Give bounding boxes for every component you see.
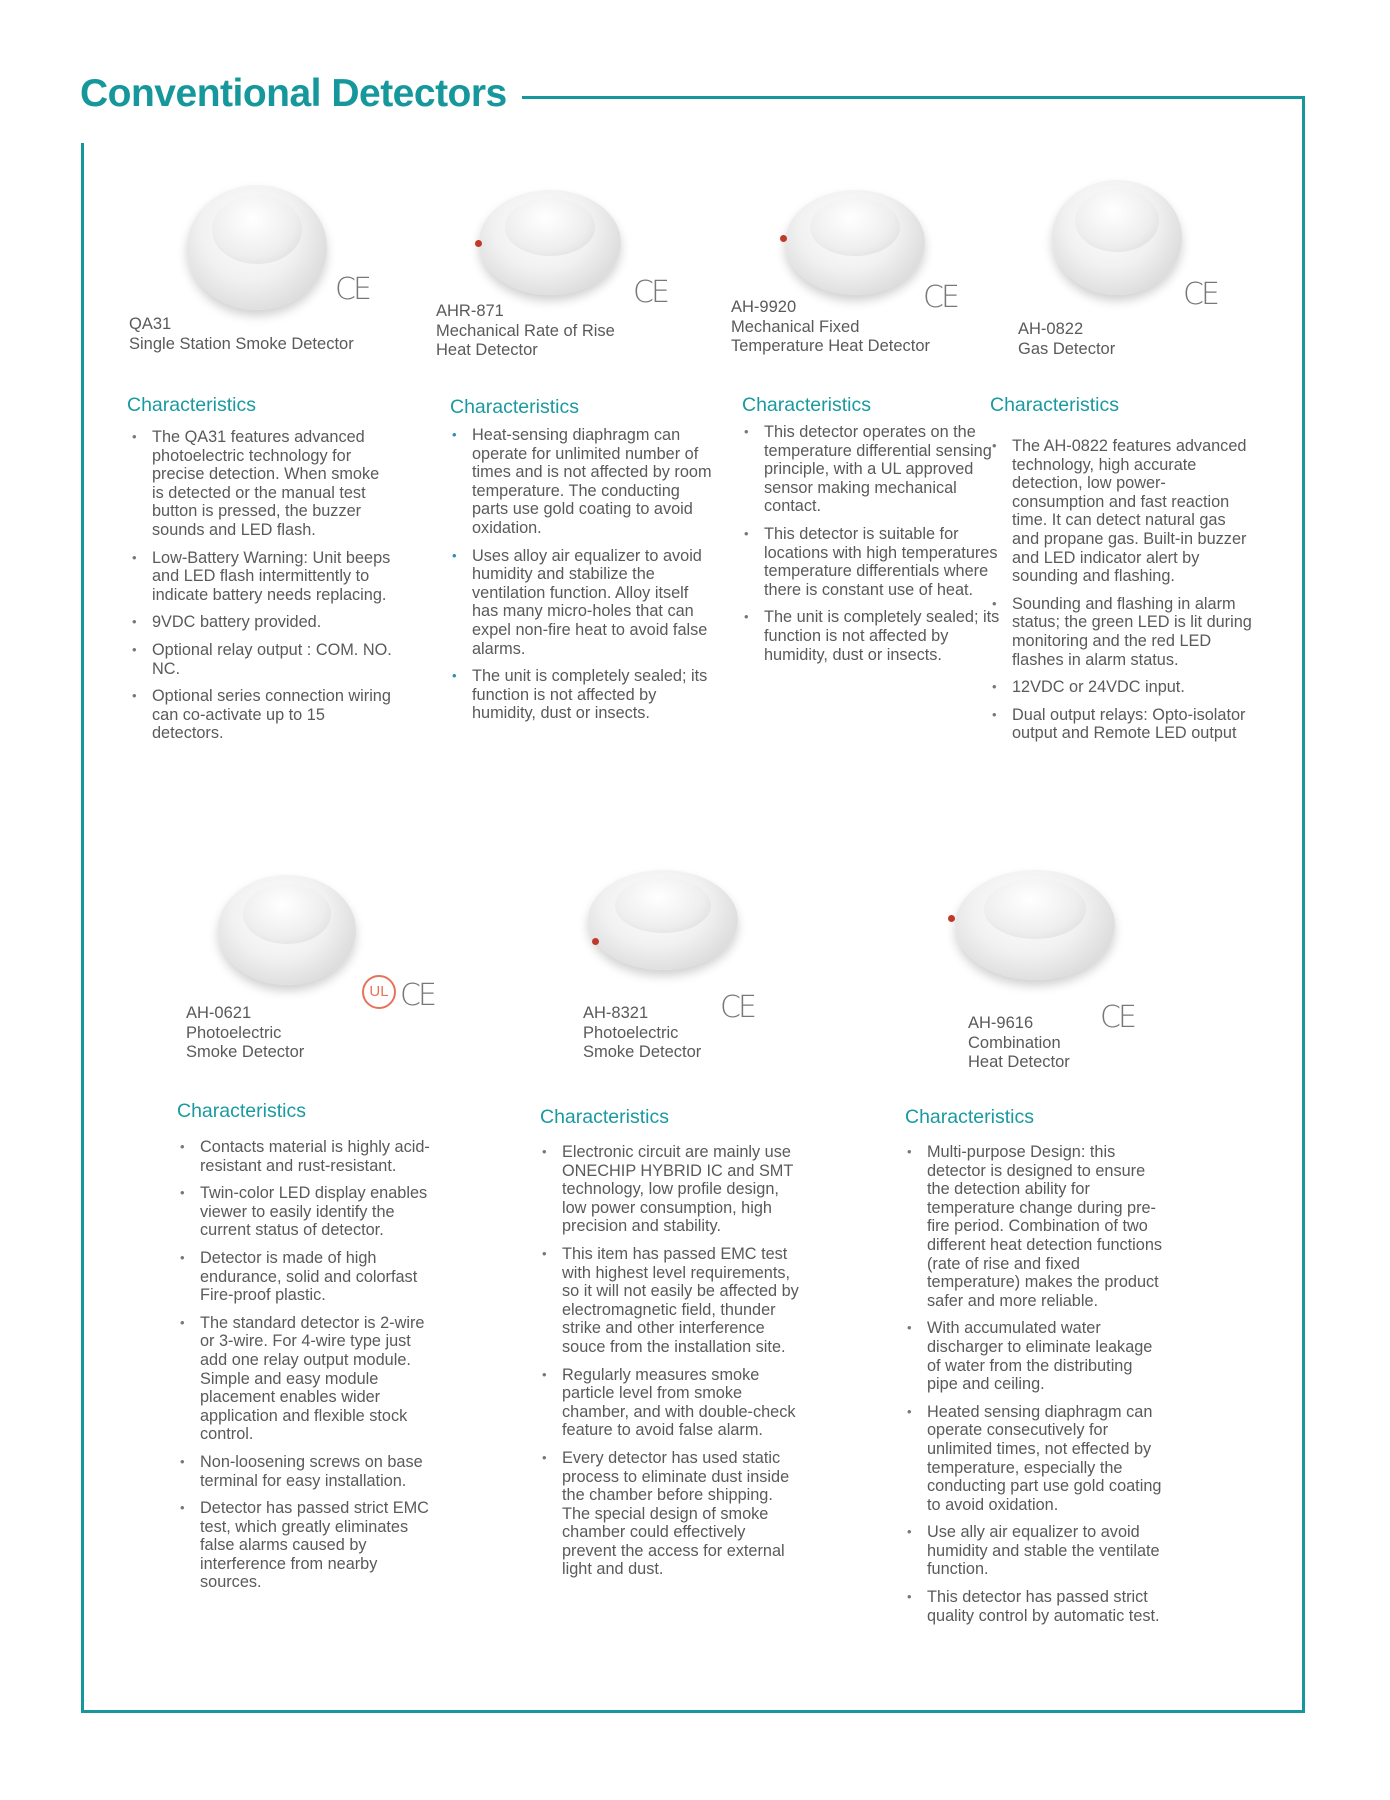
product-label	[731, 298, 930, 357]
product-name: Smoke Detector	[186, 1043, 305, 1061]
characteristics-heading: Characteristics	[905, 1106, 1034, 1128]
list-item: • Every detector has used static process to eliminate dust inside the chamber before shipping. The special design of smoke chamber could effectively prevent the access for external light and dust.	[540, 1449, 802, 1579]
product-name: Mechanical Fixed	[731, 317, 860, 336]
list-item: • This detector has passed strict quality control by automatic test.	[905, 1588, 1167, 1625]
characteristics-list	[540, 1143, 802, 1588]
list-item: • Uses alloy air equalizer to avoid humidity and stabilize the ventilation function. Alloy itself has many micro-holes that can expel non-fire heat to avoid false alarms.	[450, 547, 712, 659]
list-item: • Low-Battery Warning: Unit beeps and LED flash intermittently to indicate battery needs replacing.	[130, 549, 392, 605]
product-label	[436, 302, 615, 361]
list-item: • Multi-purpose Design: this detector is designed to ensure the detection ability for temperature change during pre-fire period. Combination of two different heat detection functions (rate of rise and fixed temperature) makes the product safer and more reliable.	[905, 1143, 1167, 1310]
led-indicator	[475, 240, 482, 247]
list-item: • Regularly measures smoke particle level from smoke chamber, and with double-check feature to avoid false alarm.	[540, 1366, 802, 1440]
ce-mark-icon: CE	[1183, 277, 1217, 312]
characteristics-heading: Characteristics	[450, 396, 579, 418]
list-item: • Non-loosening screws on base terminal for easy installation.	[178, 1453, 440, 1490]
detector-image	[187, 185, 327, 310]
product-name: Smoke Detector	[583, 1043, 702, 1061]
list-item: • This item has passed EMC test with highest level requirements, so it will not easily be affected by electromagnetic field, thunder strike and other interference souce from the installation site.	[540, 1245, 802, 1357]
detector-dome	[243, 884, 331, 945]
characteristics-heading: Characteristics	[990, 394, 1119, 416]
characteristics-list	[905, 1143, 1167, 1634]
product-model: AH-9616	[968, 1014, 1034, 1032]
list-item: • Heated sensing diaphragm can operate consecutively for unlimited times, not effected by temperature, especially the conducting part use gold coating to avoid oxidation.	[905, 1403, 1167, 1515]
list-item: • The standard detector is 2-wire or 3-wire. For 4-wire type just add one relay output module. Simple and easy module placement enables wider application and flexible stock control.	[178, 1314, 440, 1444]
detector-dome	[212, 195, 302, 264]
product-label	[968, 1014, 1070, 1073]
ce-mark-icon: CE	[633, 275, 667, 310]
detector-image	[218, 875, 356, 985]
frame-border-bottom	[81, 1710, 1305, 1713]
characteristics-heading: Characteristics	[127, 394, 256, 416]
list-item: • Contacts material is highly acid-resistant and rust-resistant.	[178, 1138, 440, 1175]
detector-image	[1052, 180, 1182, 295]
led-indicator	[780, 235, 787, 242]
list-item: • Electronic circuit are mainly use ONECHIP HYBRID IC and SMT technology, low profile design, low power consumption, high precision and stability.	[540, 1143, 802, 1236]
list-item: • The QA31 features advanced photoelectric technology for precise detection. When smoke is detected or the manual test button is pressed, the buzzer sounds and LED flash.	[130, 428, 392, 540]
list-item: • This detector is suitable for locations with high temperatures temperature differentials where there is constant use of heat.	[742, 525, 1004, 599]
product-model: QA31	[129, 315, 172, 333]
list-item: • This detector operates on the temperature differential sensing principle, with a UL approved sensor making mechanical contact.	[742, 423, 1004, 516]
product-label	[1018, 320, 1115, 359]
ce-mark-icon: CE	[400, 978, 434, 1013]
list-item: • Detector is made of high endurance, solid and colorfast Fire-proof plastic.	[178, 1249, 440, 1305]
product-name: Photoelectric	[583, 1023, 679, 1042]
characteristics-list	[130, 428, 392, 752]
list-item: • Use ally air equalizer to avoid humidity and stable the ventilate function.	[905, 1523, 1167, 1579]
characteristics-list	[450, 426, 712, 732]
led-indicator	[592, 938, 599, 945]
detector-dome	[615, 878, 711, 933]
list-item: • 12VDC or 24VDC input.	[990, 678, 1252, 697]
ce-mark-icon: CE	[923, 280, 957, 315]
detector-image	[479, 190, 621, 295]
frame-border-left	[81, 143, 84, 1713]
page-title: Conventional Detectors	[80, 72, 507, 115]
list-item: • Sounding and flashing in alarm status; the green LED is lit during monitoring and the red LED flashes in alarm status.	[990, 595, 1252, 669]
list-item: • The unit is completely sealed; its function is not affected by humidity, dust or insects.	[450, 667, 712, 723]
frame-border-right	[1302, 96, 1305, 1713]
characteristics-heading: Characteristics	[540, 1106, 669, 1128]
detector-dome	[984, 879, 1086, 940]
list-item: • The AH-0822 features advanced technology, high accurate detection, low power-consumption and fast reaction time. It can detect natural gas and propane gas. Built-in buzzer and LED indicator alert by sounding and flashing.	[990, 437, 1252, 586]
list-item: • Optional relay output : COM. NO. NC.	[130, 641, 392, 678]
detector-image	[955, 870, 1115, 980]
detector-dome	[505, 198, 596, 256]
characteristics-heading: Characteristics	[177, 1100, 306, 1122]
list-item: • The unit is completely sealed; its function is not affected by humidity, dust or insects.	[742, 608, 1004, 664]
detector-dome	[810, 198, 900, 256]
detector-image	[588, 870, 738, 970]
product-model: AH-9920	[731, 298, 797, 316]
ce-mark-icon: CE	[1100, 1000, 1134, 1035]
list-item: • Twin-color LED display enables viewer to easily identify the current status of detector.	[178, 1184, 440, 1240]
product-name: Temperature Heat Detector	[731, 337, 931, 355]
list-item: • Detector has passed strict EMC test, which greatly eliminates false alarms caused by interference from nearby sources.	[178, 1499, 440, 1592]
list-item: • Heat-sensing diaphragm can operate for unlimited number of times and is not affected by room temperature. The conducting parts use gold coating to avoid oxidation.	[450, 426, 712, 538]
characteristics-list	[178, 1138, 440, 1601]
product-name: Single Station Smoke Detector	[129, 334, 354, 353]
product-label	[129, 315, 354, 354]
ce-mark-icon: CE	[335, 272, 369, 307]
detector-image	[785, 190, 925, 295]
product-label	[186, 1004, 304, 1063]
ce-mark-icon: CE	[720, 990, 754, 1025]
list-item: • Dual output relays: Opto-isolator output and Remote LED output	[990, 706, 1252, 743]
product-name: Heat Detector	[436, 341, 538, 359]
led-indicator	[948, 915, 955, 922]
product-name: Mechanical Rate of Rise	[436, 321, 615, 340]
ul-mark-icon: UL	[362, 975, 396, 1009]
product-model: AH-8321	[583, 1004, 649, 1022]
list-item: • Optional series connection wiring can co-activate up to 15 detectors.	[130, 687, 392, 743]
product-model: AH-0621	[186, 1004, 252, 1022]
product-name: Gas Detector	[1018, 339, 1116, 358]
product-model: AHR-871	[436, 302, 504, 320]
product-model: AH-0822	[1018, 320, 1084, 338]
product-name: Heat Detector	[968, 1053, 1070, 1071]
list-item: • With accumulated water discharger to eliminate leakage of water from the distributing pipe and ceiling.	[905, 1319, 1167, 1393]
product-name: Photoelectric	[186, 1023, 282, 1042]
frame-border-top	[522, 96, 1305, 99]
characteristics-list	[742, 423, 1004, 673]
list-item: • 9VDC battery provided.	[130, 613, 392, 632]
product-label	[583, 1004, 701, 1063]
detector-dome	[1075, 189, 1158, 252]
characteristics-heading: Characteristics	[742, 394, 871, 416]
characteristics-list	[990, 437, 1252, 752]
product-name: Combination	[968, 1033, 1061, 1052]
